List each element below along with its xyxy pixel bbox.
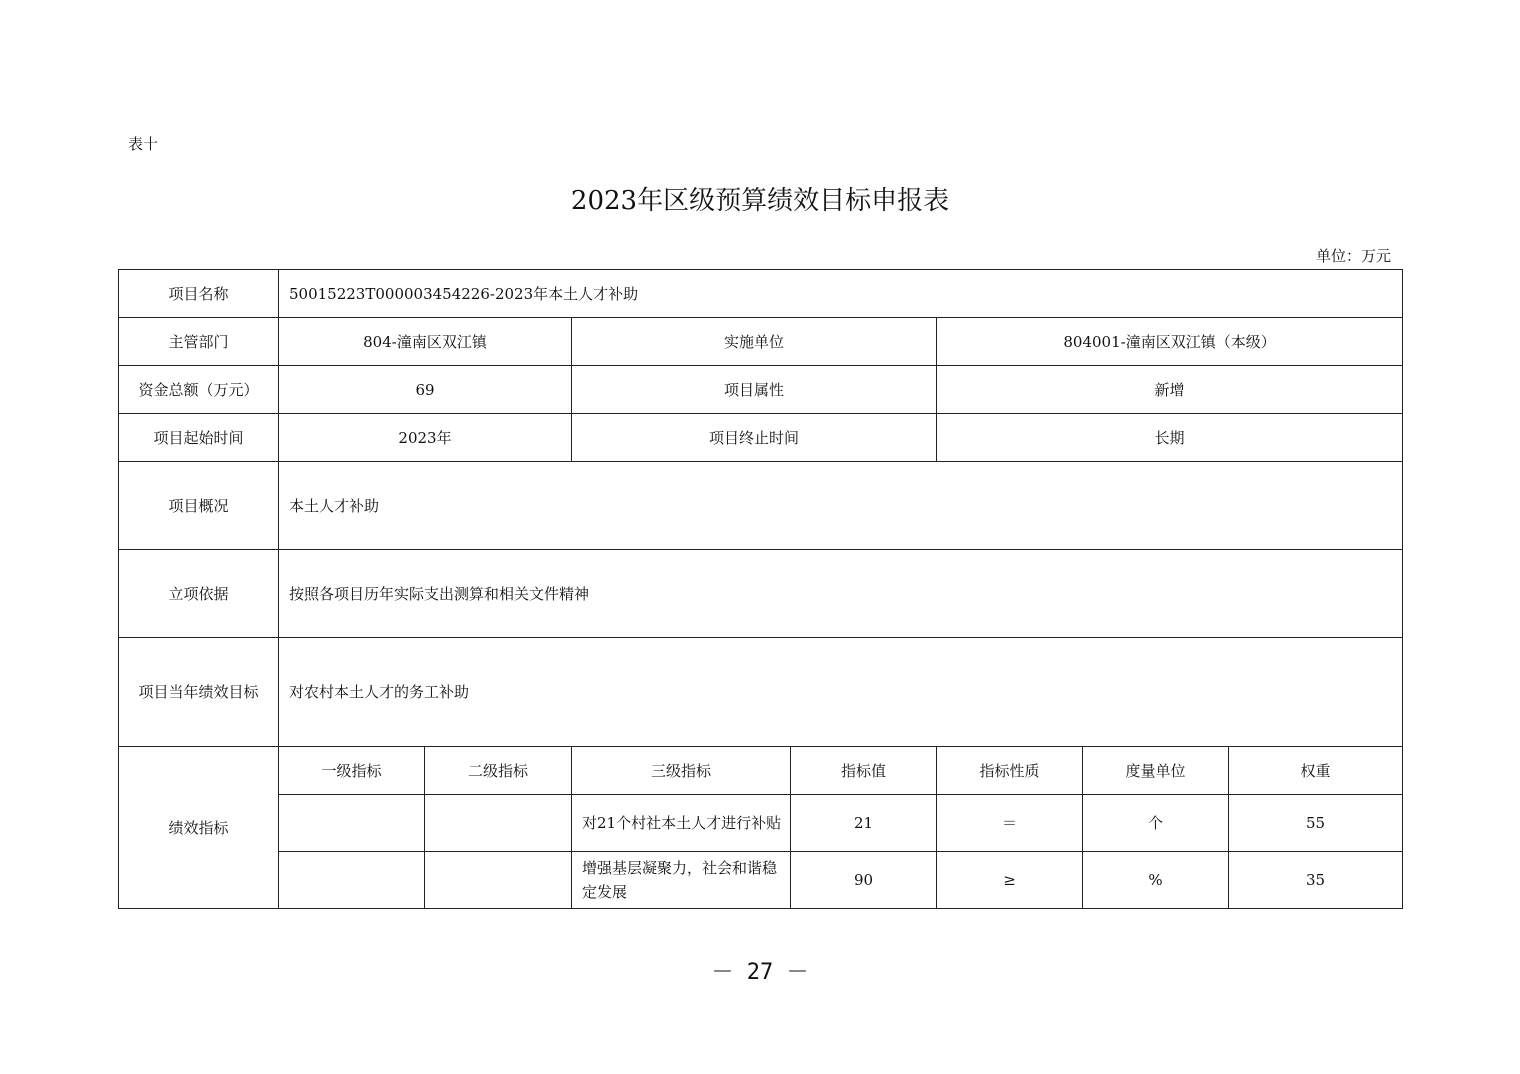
header-weight: 权重 [1229,747,1403,795]
level2-indicator-cell [425,795,572,852]
indicator-nature-cell: ≥ [937,852,1083,909]
level2-indicator-cell [425,852,572,909]
header-indicator-nature: 指标性质 [937,747,1083,795]
total-funds-label: 资金总额（万元） [119,366,279,414]
indicator-value-cell: 21 [791,795,937,852]
header-level3-indicator: 三级指标 [572,747,791,795]
weight-cell: 35 [1229,852,1403,909]
row-project-name [119,270,1403,318]
overview-label: 项目概况 [119,462,279,550]
basis-label: 立项依据 [119,550,279,638]
annual-goal-value: 对农村本土人才的务工补助 [279,638,1403,747]
overview-value: 本土人才补助 [279,462,1403,550]
start-time-label: 项目起始时间 [119,414,279,462]
row-department [119,318,1403,366]
total-funds-value: 69 [279,366,572,414]
unit-note: 单位：万元 [1315,247,1391,265]
indicator-header-row [119,747,1403,795]
header-indicator-value: 指标值 [791,747,937,795]
weight-cell: 55 [1229,795,1403,852]
table-row [119,852,1403,909]
measure-unit-cell: % [1083,852,1229,909]
row-basis [119,550,1403,638]
row-funding [119,366,1403,414]
header-level1-indicator: 一级指标 [279,747,425,795]
measure-unit-cell: 个 [1083,795,1229,852]
indicators-section-label: 绩效指标 [119,747,279,909]
level1-indicator-cell [279,852,425,909]
implementing-unit-value: 804001-潼南区双江镇（本级） [937,318,1403,366]
header-measure-unit: 度量单位 [1083,747,1229,795]
level1-indicator-cell [279,795,425,852]
department-label: 主管部门 [119,318,279,366]
indicator-value-cell: 90 [791,852,937,909]
project-attribute-label: 项目属性 [572,366,937,414]
row-overview [119,462,1403,550]
project-name-value: 50015223T000003454226-2023年本土人才补助 [279,270,1403,318]
annual-goal-label: 项目当年绩效目标 [119,638,279,747]
level3-indicator-cell: 对21个村社本土人才进行补贴 [572,795,791,852]
project-name-label: 项目名称 [119,270,279,318]
row-period [119,414,1403,462]
end-time-value: 长期 [937,414,1403,462]
project-attribute-value: 新增 [937,366,1403,414]
basis-value: 按照各项目历年实际支出测算和相关文件精神 [279,550,1403,638]
implementing-unit-label: 实施单位 [572,318,937,366]
header-level2-indicator: 二级指标 [425,747,572,795]
budget-performance-table [118,269,1403,909]
department-value: 804-潼南区双江镇 [279,318,572,366]
page-title: 2023年区级预算绩效目标申报表 [570,186,950,216]
end-time-label: 项目终止时间 [572,414,937,462]
start-time-value: 2023年 [279,414,572,462]
table-number-label: 表十 [128,135,159,153]
level3-indicator-cell: 增强基层凝聚力，社会和谐稳定发展 [572,852,791,909]
row-annual-goal [119,638,1403,747]
table-row [119,795,1403,852]
page-number: － 27 － [711,960,809,985]
indicator-nature-cell: ＝ [937,795,1083,852]
